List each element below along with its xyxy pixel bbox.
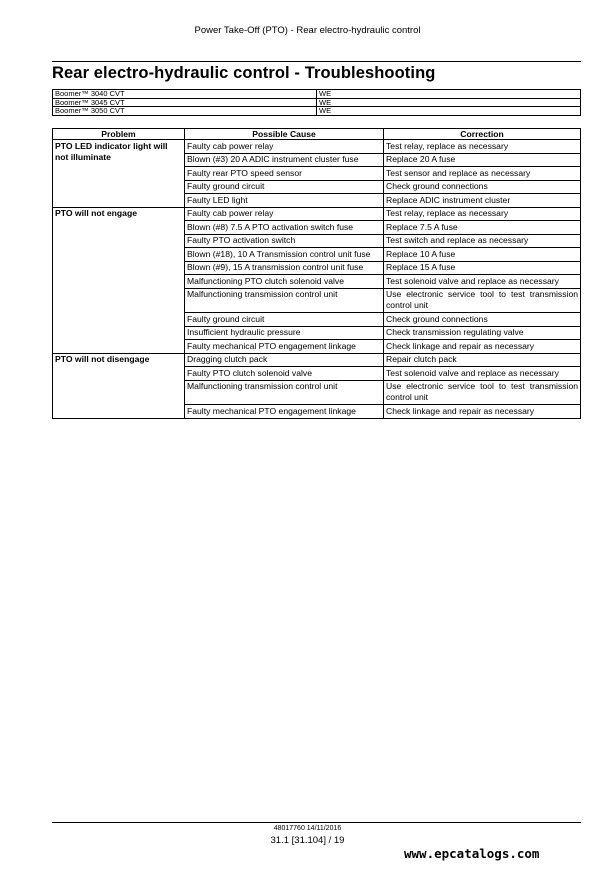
cause-cell: Faulty ground circuit xyxy=(185,180,384,194)
footer-page-number: 31.1 [31.104] / 19 xyxy=(270,835,345,846)
cause-cell: Faulty mechanical PTO engagement linkage xyxy=(185,405,384,419)
troubleshooting-table xyxy=(52,128,581,419)
model-row xyxy=(53,90,581,99)
header-correction: Correction xyxy=(384,129,581,140)
correction-cell: Test solenoid valve and replace as necessary xyxy=(384,367,581,381)
problem-cell: PTO will not engage xyxy=(53,207,185,353)
cause-cell: Blown (#9), 15 A transmission control unit fuse xyxy=(185,261,384,275)
table-row xyxy=(53,353,581,367)
header-possible-cause: Possible Cause xyxy=(185,129,384,140)
correction-cell: Replace 10 A fuse xyxy=(384,248,581,262)
problem-cell: PTO LED indicator light will not illuminate xyxy=(53,140,185,208)
model-row xyxy=(53,107,581,116)
footer-document-id: 48017760 14/11/2016 xyxy=(273,825,342,832)
cause-cell: Faulty ground circuit xyxy=(185,313,384,327)
cause-cell: Faulty cab power relay xyxy=(185,207,384,221)
models-table xyxy=(52,89,581,116)
correction-cell: Test sensor and replace as necessary xyxy=(384,167,581,181)
correction-cell: Replace 7.5 A fuse xyxy=(384,221,581,235)
table-row xyxy=(53,207,581,221)
correction-cell: Test relay, replace as necessary xyxy=(384,140,581,154)
correction-cell: Check ground connections xyxy=(384,313,581,327)
model-market: WE xyxy=(317,98,581,107)
problem-cell: PTO will not disengage xyxy=(53,353,185,418)
cause-cell: Faulty PTO clutch solenoid valve xyxy=(185,367,384,381)
cause-cell: Blown (#18), 10 A Transmission control unit fuse xyxy=(185,248,384,262)
cause-cell: Dragging clutch pack xyxy=(185,353,384,367)
model-name: Boomer™ 3045 CVT xyxy=(53,98,317,107)
correction-cell: Replace 15 A fuse xyxy=(384,261,581,275)
correction-cell: Use electronic service tool to test transmission control unit xyxy=(384,380,581,405)
cause-cell: Faulty PTO activation switch xyxy=(185,234,384,248)
cause-cell: Malfunctioning transmission control unit xyxy=(185,288,384,313)
correction-cell: Use electronic service tool to test transmission control unit xyxy=(384,288,581,313)
correction-cell: Test solenoid valve and replace as necessary xyxy=(384,275,581,289)
model-name: Boomer™ 3040 CVT xyxy=(53,90,317,99)
footer-rule xyxy=(52,822,581,823)
watermark: www.epcatalogs.com xyxy=(404,846,540,861)
correction-cell: Test relay, replace as necessary xyxy=(384,207,581,221)
correction-cell: Check linkage and repair as necessary xyxy=(384,405,581,419)
table-row xyxy=(53,140,581,154)
model-name: Boomer™ 3050 CVT xyxy=(53,107,317,116)
correction-cell: Replace ADIC instrument cluster xyxy=(384,194,581,208)
correction-cell: Repair clutch pack xyxy=(384,353,581,367)
cause-cell: Faulty rear PTO speed sensor xyxy=(185,167,384,181)
model-market: WE xyxy=(317,107,581,116)
section-title: Rear electro-hydraulic control - Troubleshooting xyxy=(52,61,581,83)
correction-cell: Test switch and replace as necessary xyxy=(384,234,581,248)
cause-cell: Faulty cab power relay xyxy=(185,140,384,154)
cause-cell: Faulty mechanical PTO engagement linkage xyxy=(185,340,384,354)
header-problem: Problem xyxy=(53,129,185,140)
cause-cell: Insufficient hydraulic pressure xyxy=(185,326,384,340)
cause-cell: Malfunctioning PTO clutch solenoid valve xyxy=(185,275,384,289)
correction-cell: Check ground connections xyxy=(384,180,581,194)
correction-cell: Replace 20 A fuse xyxy=(384,153,581,167)
running-header: Power Take-Off (PTO) - Rear electro-hydraulic control xyxy=(194,25,421,36)
model-row xyxy=(53,98,581,107)
cause-cell: Faulty LED light xyxy=(185,194,384,208)
correction-cell: Check transmission regulating valve xyxy=(384,326,581,340)
cause-cell: Blown (#8) 7.5 A PTO activation switch fuse xyxy=(185,221,384,235)
cause-cell: Malfunctioning transmission control unit xyxy=(185,380,384,405)
table-header-row xyxy=(53,129,581,140)
correction-cell: Check linkage and repair as necessary xyxy=(384,340,581,354)
cause-cell: Blown (#3) 20 A ADIC instrument cluster fuse xyxy=(185,153,384,167)
model-market: WE xyxy=(317,90,581,99)
